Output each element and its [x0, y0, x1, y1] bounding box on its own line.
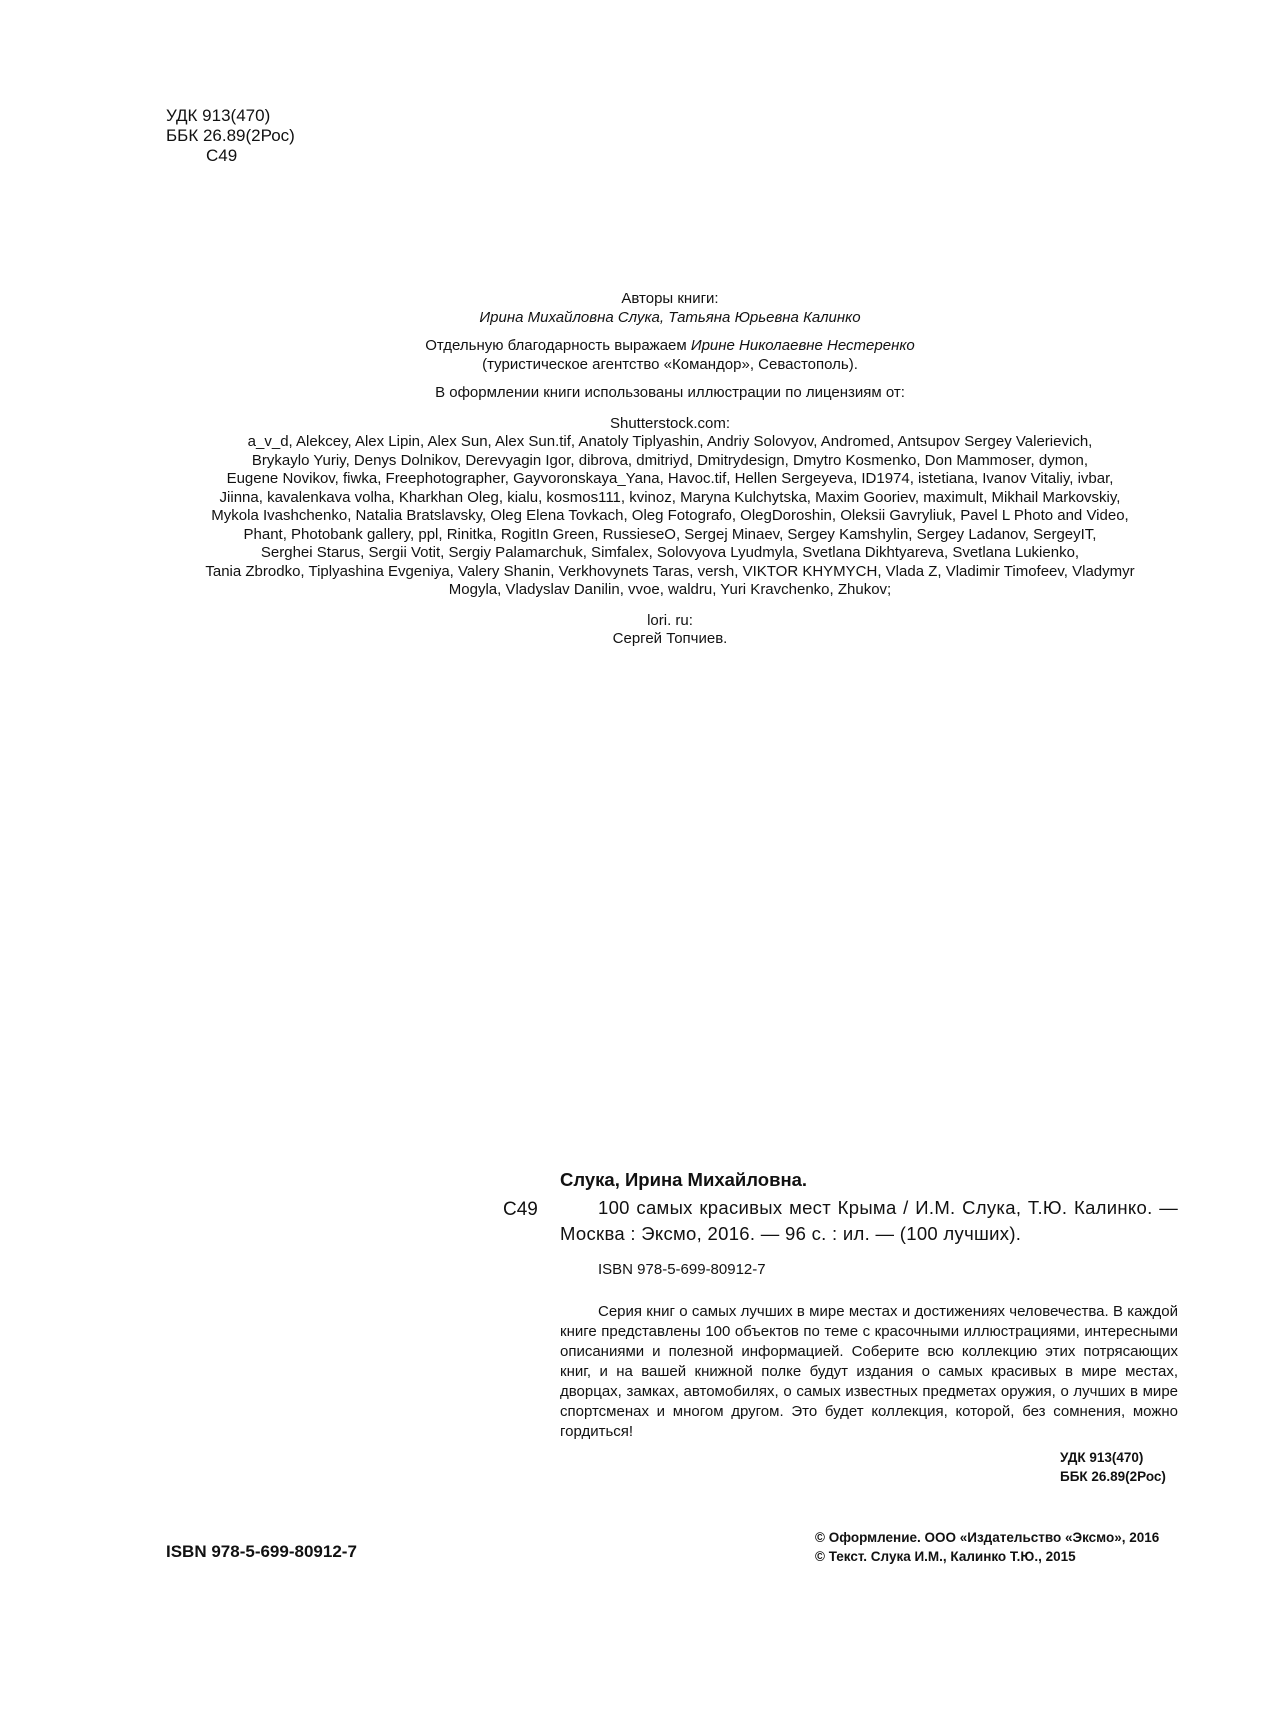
authors-names: Ирина Михайловна Слука, Татьяна Юрьевна Калинко: [479, 308, 861, 326]
copyright-design: © Оформление. ООО «Издательство «Эксмо», 2016: [815, 1530, 1160, 1545]
illustrations-note: В оформлении книги использованы иллюстрации по лицензиям от:: [435, 384, 905, 401]
record-title: 100 самых красивых мест Крыма / И.М. Слука, Т.Ю. Калинко. — Москва : Эксмо, 2016. — 96 с. : ил. — (100 лучших).: [560, 1197, 1178, 1244]
contributor-line: Mogyla, Vladyslav Danilin, vvoe, waldru, Yuri Kravchenko, Zhukov;: [448, 581, 892, 598]
contributor-line: Serghei Starus, Sergii Votit, Sergiy Palamarchuk, Simfalex, Solovyova Lyudmyla, Svetlana Dikhtyareva, Svetlana Lukienko,: [260, 544, 1080, 561]
shutterstock-label: Shutterstock.com:: [609, 414, 731, 432]
contributor-line: Brykaylo Yuriy, Denys Dolnikov, Derevyagin Igor, dibrova, dmitriyd, Dmitrydesign, Dmytro Kosmenko, Don Mammoser, dymon,: [251, 451, 1089, 469]
copyright-notices: [815, 1528, 1159, 1566]
udk-code: УДК 913(470): [166, 106, 271, 125]
lori-label: lori. ru:: [647, 611, 693, 629]
record-author: Слука, Ирина Михайловна.: [560, 1169, 808, 1190]
record-udk: УДК 913(470): [1060, 1450, 1144, 1465]
record-author-mark: С49: [503, 1199, 538, 1220]
thanks-org: (туристическое агентство «Командор», Севастополь).: [482, 355, 858, 373]
classification-codes: [166, 106, 295, 166]
thanks-name: Ирине Николаевне Нестеренко: [690, 337, 915, 354]
record-annotation: Серия книг о самых лучших в мире местах и достижениях человечества. В каждой книге представлены 100 объектов по теме с красочными иллюстрациями, интересными описаниями и полезной информацией. Соберите всю коллекцию этих потрясающих книг, и на вашей книжной полке будут издания о самых красивых в мире местах, дворцах, замках, автомобилях, о самых известных предметах оружия, о лучших в мире спортсменах и многом другом. Это будет коллекция, которой, без сомнения, можно гордиться!: [560, 1303, 1178, 1440]
contributor-line: Jiinna, kavalenkava volha, Kharkhan Oleg, kialu, kosmos111, kvinoz, Maryna Kulchytska, Maxim Gooriev, maximult, Mikhail Markovskiy,: [219, 488, 1121, 506]
author-mark: С49: [206, 146, 238, 165]
contributor-line: Mykola Ivashchenko, Natalia Bratslavsky, Oleg Elena Tovkach, Oleg Fotografo, OlegDoroshin, Oleksii Gavryliuk, Pavel L Photo and Video,: [211, 507, 1129, 524]
contributor-line: a_v_d, Alekcey, Alex Lipin, Alex Sun, Alex Sun.tif, Anatoly Tiplyashin, Andriy Solovyov, Andromed, Antsupov Sergey Valerievich,: [247, 433, 1093, 450]
authors-label: Авторы книги:: [621, 290, 719, 307]
thanks-line: [160, 337, 1180, 356]
credits-block: [160, 290, 1180, 649]
lori-name: Сергей Топчиев.: [612, 630, 728, 647]
contributor-line: Tania Zbrodko, Tiplyashina Evgeniya, Valery Shanin, Verkhovynets Taras, versh, VIKTOR KHYMYCH, Vlada Z, Vladimir Timofeev, Vladymyr: [205, 562, 1135, 580]
bibliographic-record: [560, 1168, 1178, 1486]
contributor-line: Eugene Novikov, fiwka, Freephotographer, Gayvoronskaya_Yana, Havoc.tif, Hellen Sergeyeva, ID1974, istetiana, Ivanov Vitaliy, ivbar,: [226, 470, 1114, 487]
copyright-text: © Текст. Слука И.М., Калинко Т.Ю., 2015: [815, 1549, 1076, 1564]
bbk-code: ББК 26.89(2Рос): [166, 126, 295, 145]
record-bbk: ББК 26.89(2Рос): [1060, 1469, 1166, 1484]
thanks-prefix: Отдельную благодарность выражаем: [425, 337, 691, 354]
isbn-main: ISBN 978-5-699-80912-7: [166, 1542, 357, 1561]
record-isbn: ISBN 978-5-699-80912-7: [598, 1261, 766, 1278]
record-codes: [1060, 1448, 1178, 1486]
contributor-line: Phant, Photobank gallery, ppl, Rinitka, RogitIn Green, RussieseO, Sergej Minaev, Sergey Kamshylin, Sergey Ladanov, SergeyIT,: [243, 525, 1097, 543]
